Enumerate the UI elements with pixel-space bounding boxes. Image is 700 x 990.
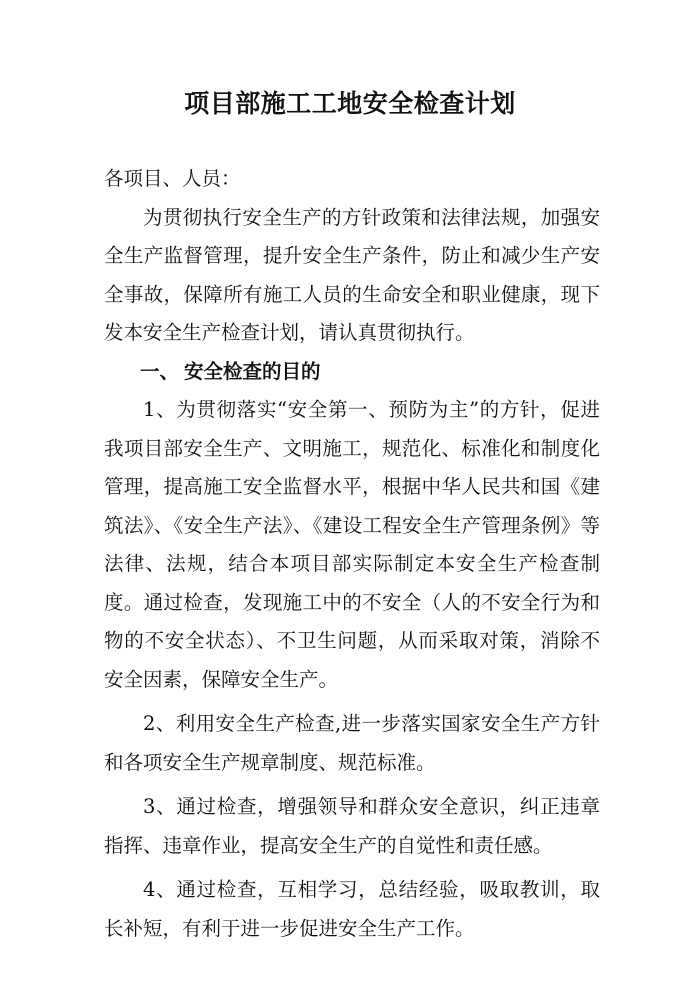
list-item: 2、利用安全生产检查,进一步落实国家安全生产方针和各项安全生产规章制度、规范标准。 (104, 712, 600, 774)
document-body (104, 160, 600, 948)
section-heading-text: 安全检查的目的 (184, 359, 321, 383)
section-heading (104, 353, 600, 392)
section-number: 一、 (140, 359, 180, 383)
salutation: 各项目、人员： (104, 167, 241, 190)
document-title: 项目部施工工地安全检查计划 (184, 89, 516, 118)
list-item: 4、通过检查，互相学习，总结经验，吸取教训，取长补短，有利于进一步促进安全生产工作。 (104, 878, 600, 940)
list-item: 1、为贯彻落实“安全第一、预防为主”的方针，促进我项目部安全生产、文明施工，规范化、标准化和制度化管理，提高施工安全监督水平，根据中华人民共和国《建筑法》、《安全生产法》、《建设工程安全生产管理条例》等法律、法规，结合本项目部实际制定本安全生产检查制度。通过检查，发现施工中的不安全（人的不安全行为和物的不安全状态）、不卫生问题，从而采取对策，消除不安全因素，保障安全生产。 (104, 398, 600, 691)
intro-paragraph: 为贯彻执行安全生产的方针政策和法律法规，加强安全生产监督管理，提升安全生产条件，防止和减少生产安全事故，保障所有施工人员的生命安全和职业健康，现下发本安全生产检查计划，请认真贯彻执行。 (104, 205, 600, 344)
list-item: 3、通过检查，增强领导和群众安全意识，纠正违章指挥、违章作业，提高安全生产的自觉性和责任感。 (104, 795, 600, 857)
